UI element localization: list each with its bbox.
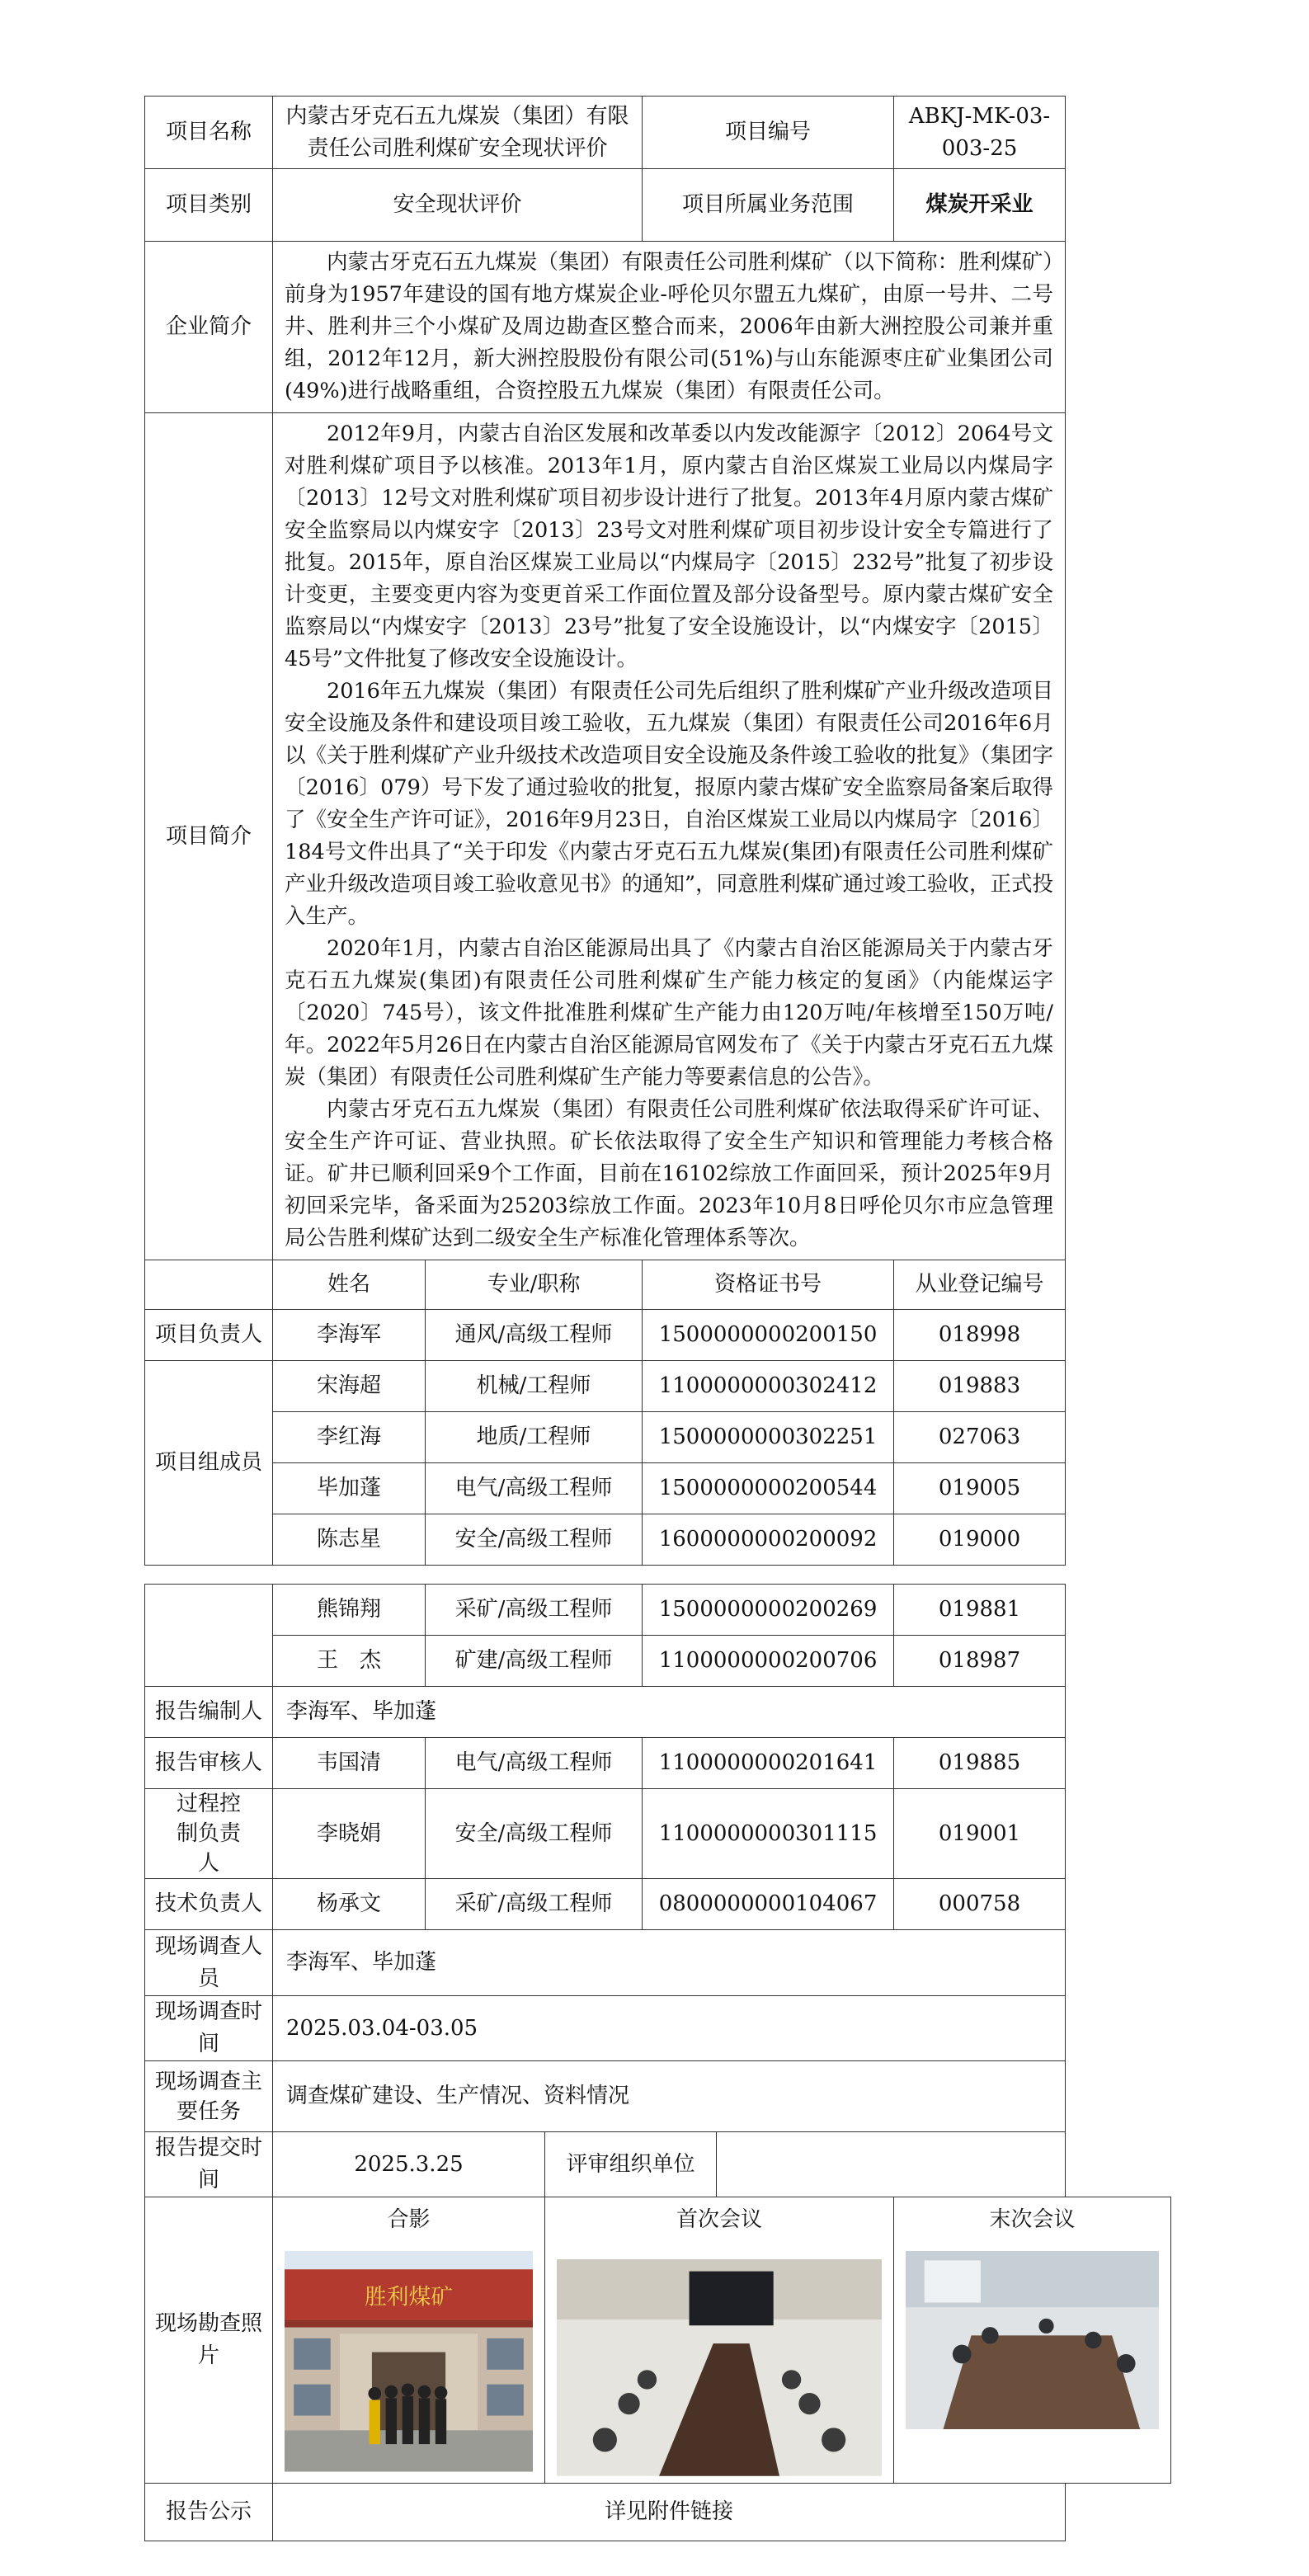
staff-reg: 019885 [894, 1738, 1066, 1789]
project-name: 内蒙古牙克石五九煤炭（集团）有限责任公司胜利煤矿安全现状评价 [273, 97, 643, 169]
company-intro: 内蒙古牙克石五九煤炭（集团）有限责任公司胜利煤矿（以下简称：胜利煤矿）前身为1957年建设的国有地方煤炭企业-呼伦贝尔盟五九煤矿，由原一号井、二号井、胜利井三个小煤矿及周边勘查区整合而来，2006年由新大洲控股公司兼并重组，2012年12月，新大洲控股股份有限公司(51%)与山东能源枣庄矿业集团公司(49%)进行战略重组，合资控股五九煤炭（集团）有限责任公司。 [285, 250, 1054, 403]
staff-cert: 1500000000200544 [643, 1463, 894, 1514]
staff-reg: 019005 [894, 1463, 1066, 1514]
project-intro-para-3: 2020年1月，内蒙古自治区能源局出具了《内蒙古自治区能源局关于内蒙古牙克石五九煤炭(集团)有限责任公司胜利煤矿生产能力核定的复函》（内能煤运字〔2020〕745号），该文件批准胜利煤矿生产能力由120万吨/年核增至150万吨/年。2022年5月26日在内蒙古自治区能源局官网发布了《关于内蒙古牙克石五九煤炭（集团）有限责任公司胜利煤矿生产能力等要素信息的公告》。 [285, 936, 1054, 1090]
category-label: 项目类别 [145, 169, 273, 242]
building-sign: 胜利煤矿 [364, 2284, 454, 2310]
project-intro-para-2: 2016年五九煤炭（集团）有限责任公司先后组织了胜利煤矿产业升级改造项目安全设施及条件和建设项目竣工验收，五九煤炭（集团）有限责任公司2016年6月以《关于胜利煤矿产业升级技术改造项目安全设施及条件竣工验收的批复》（集团字〔2016〕079）号下发了通过验收的批复，报原内蒙古煤矿安全监察局备案后取得了《安全生产许可证》，2016年9月23日，自治区煤炭工业局以内煤局字〔2016〕184号文件出具了“关于印发《内蒙古牙克石五九煤炭(集团)有限责任公司胜利煤矿产业升级改造项目竣工验收意见书》的通知”，同意胜利煤矿通过竣工验收，正式投入生产。 [285, 679, 1054, 929]
publicity: 详见附件链接 [273, 2483, 1066, 2541]
submit-time-label: 报告提交时间 [145, 2132, 273, 2197]
staff-cert: 1600000000200092 [643, 1514, 894, 1566]
survey-people-label: 现场调查人员 [145, 1930, 273, 1996]
survey-tasks-label: 现场调查主要任务 [145, 2061, 273, 2132]
survey-people: 李海军、毕加蓬 [273, 1930, 1066, 1996]
group-photo [285, 2251, 533, 2472]
staff-name: 宋海超 [273, 1361, 426, 1412]
review-org [717, 2132, 1066, 2197]
photos-label: 现场勘查照片 [145, 2197, 273, 2484]
staff-title: 矿建/高级工程师 [426, 1636, 643, 1687]
company-label: 企业简介 [145, 242, 273, 413]
staff-title: 采矿/高级工程师 [426, 1879, 643, 1930]
staff-cert: 1100000000301115 [643, 1789, 894, 1879]
review-org-label: 评审组织单位 [545, 2132, 717, 2197]
survey-tasks: 调查煤矿建设、生产情况、资料情况 [273, 2061, 1066, 2132]
staff-cert: 1500000000302251 [643, 1412, 894, 1463]
photo-caption-group: 合影 [387, 2207, 431, 2232]
main-table [144, 96, 1171, 2541]
staff-cert: 1500000000200150 [643, 1310, 894, 1361]
publicity-label: 报告公示 [145, 2483, 273, 2541]
staff-reg: 019881 [894, 1585, 1066, 1636]
photo-caption-last-meeting: 末次会议 [989, 2207, 1076, 2232]
last-meeting-photo [906, 2251, 1159, 2429]
staff-title: 地质/工程师 [426, 1412, 643, 1463]
staff-cert: 1500000000200269 [643, 1585, 894, 1636]
staff-name: 韦国清 [273, 1738, 426, 1789]
category: 安全现状评价 [273, 169, 643, 242]
project-no-label: 项目编号 [643, 97, 894, 169]
project-name-label: 项目名称 [145, 97, 273, 169]
staff-name: 毕加蓬 [273, 1463, 426, 1514]
survey-time: 2025.03.04-03.05 [273, 1996, 1066, 2061]
scope-label: 项目所属业务范围 [643, 169, 894, 242]
staff-name: 杨承文 [273, 1879, 426, 1930]
survey-time-label: 现场调查时间 [145, 1996, 273, 2061]
staff-title: 安全/高级工程师 [426, 1789, 643, 1879]
staff-title: 电气/高级工程师 [426, 1738, 643, 1789]
reviewer-label: 报告审核人 [145, 1738, 273, 1789]
scope: 煤炭开采业 [894, 169, 1066, 242]
staff-reg: 019000 [894, 1514, 1066, 1566]
staff-name: 陈志星 [273, 1514, 426, 1566]
staff-title: 通风/高级工程师 [426, 1310, 643, 1361]
col-header-reg: 从业登记编号 [894, 1260, 1066, 1310]
tech-label: 技术负责人 [145, 1879, 273, 1930]
staff-reg: 027063 [894, 1412, 1066, 1463]
staff-name: 熊锦翔 [273, 1585, 426, 1636]
staff-reg: 018998 [894, 1310, 1066, 1361]
staff-cert: 1100000000302412 [643, 1361, 894, 1412]
first-meeting-photo [557, 2259, 882, 2476]
compiler-label: 报告编制人 [145, 1687, 273, 1738]
staff-title: 采矿/高级工程师 [426, 1585, 643, 1636]
staff-name: 王 杰 [273, 1636, 426, 1687]
staff-reg: 019883 [894, 1361, 1066, 1412]
project-no: ABKJ-MK-03-003-25 [894, 97, 1066, 169]
members-label: 项目组成员 [145, 1361, 273, 1566]
project-intro-label: 项目简介 [145, 413, 273, 1260]
staff-cert: 1100000000200706 [643, 1636, 894, 1687]
staff-name: 李海军 [273, 1310, 426, 1361]
col-header-name: 姓名 [273, 1260, 426, 1310]
staff-reg: 019001 [894, 1789, 1066, 1879]
col-header-cert: 资格证书号 [643, 1260, 894, 1310]
project-intro-para-1: 2012年9月，内蒙古自治区发展和改革委以内发改能源字〔2012〕2064号文对胜利煤矿项目予以核准。2013年1月，原内蒙古自治区煤炭工业局以内煤局字〔2013〕12号文对胜利煤矿项目初步设计进行了批复。2013年4月原内蒙古煤矿安全监察局以内煤安字〔2013〕23号文对胜利煤矿项目初步设计安全专篇进行了批复。2015年，原自治区煤炭工业局以“内煤局字〔2015〕232号”批复了初步设计变更，主要变更内容为变更首采工作面位置及部分设备型号。原内蒙古煤矿安全监察局以“内煤安字〔2013〕23号”批复了安全设施设计，以“内煤安字〔2015〕45号”文件批复了修改安全设施设计。 [285, 421, 1054, 671]
col-header-title: 专业/职称 [426, 1260, 643, 1310]
staff-cert: 0800000000104067 [643, 1879, 894, 1930]
staff-reg: 018987 [894, 1636, 1066, 1687]
project-intro-para-4: 内蒙古牙克石五九煤炭（集团）有限责任公司胜利煤矿依法取得采矿许可证、安全生产许可证、营业执照。矿长依法取得了安全生产知识和管理能力考核合格证。矿井已顺利回采9个工作面，目前在16102综放工作面回采，预计2025年9月初回采完毕，备采面为25203综放工作面。2023年10月8日呼伦贝尔市应急管理局公告胜利煤矿达到二级安全生产标准化管理体系等次。 [285, 1097, 1054, 1250]
photo-caption-first-meeting: 首次会议 [676, 2207, 763, 2232]
submit-time: 2025.3.25 [273, 2132, 545, 2197]
staff-name: 李晓娟 [273, 1789, 426, 1879]
staff-reg: 000758 [894, 1879, 1066, 1930]
compiler: 李海军、毕加蓬 [273, 1687, 1066, 1738]
staff-title: 机械/工程师 [426, 1361, 643, 1412]
staff-cert: 1100000000201641 [643, 1738, 894, 1789]
staff-title: 电气/高级工程师 [426, 1463, 643, 1514]
process-label: 过程控制负责人 [145, 1789, 273, 1879]
leader-label: 项目负责人 [145, 1310, 273, 1361]
staff-name: 李红海 [273, 1412, 426, 1463]
staff-title: 安全/高级工程师 [426, 1514, 643, 1566]
